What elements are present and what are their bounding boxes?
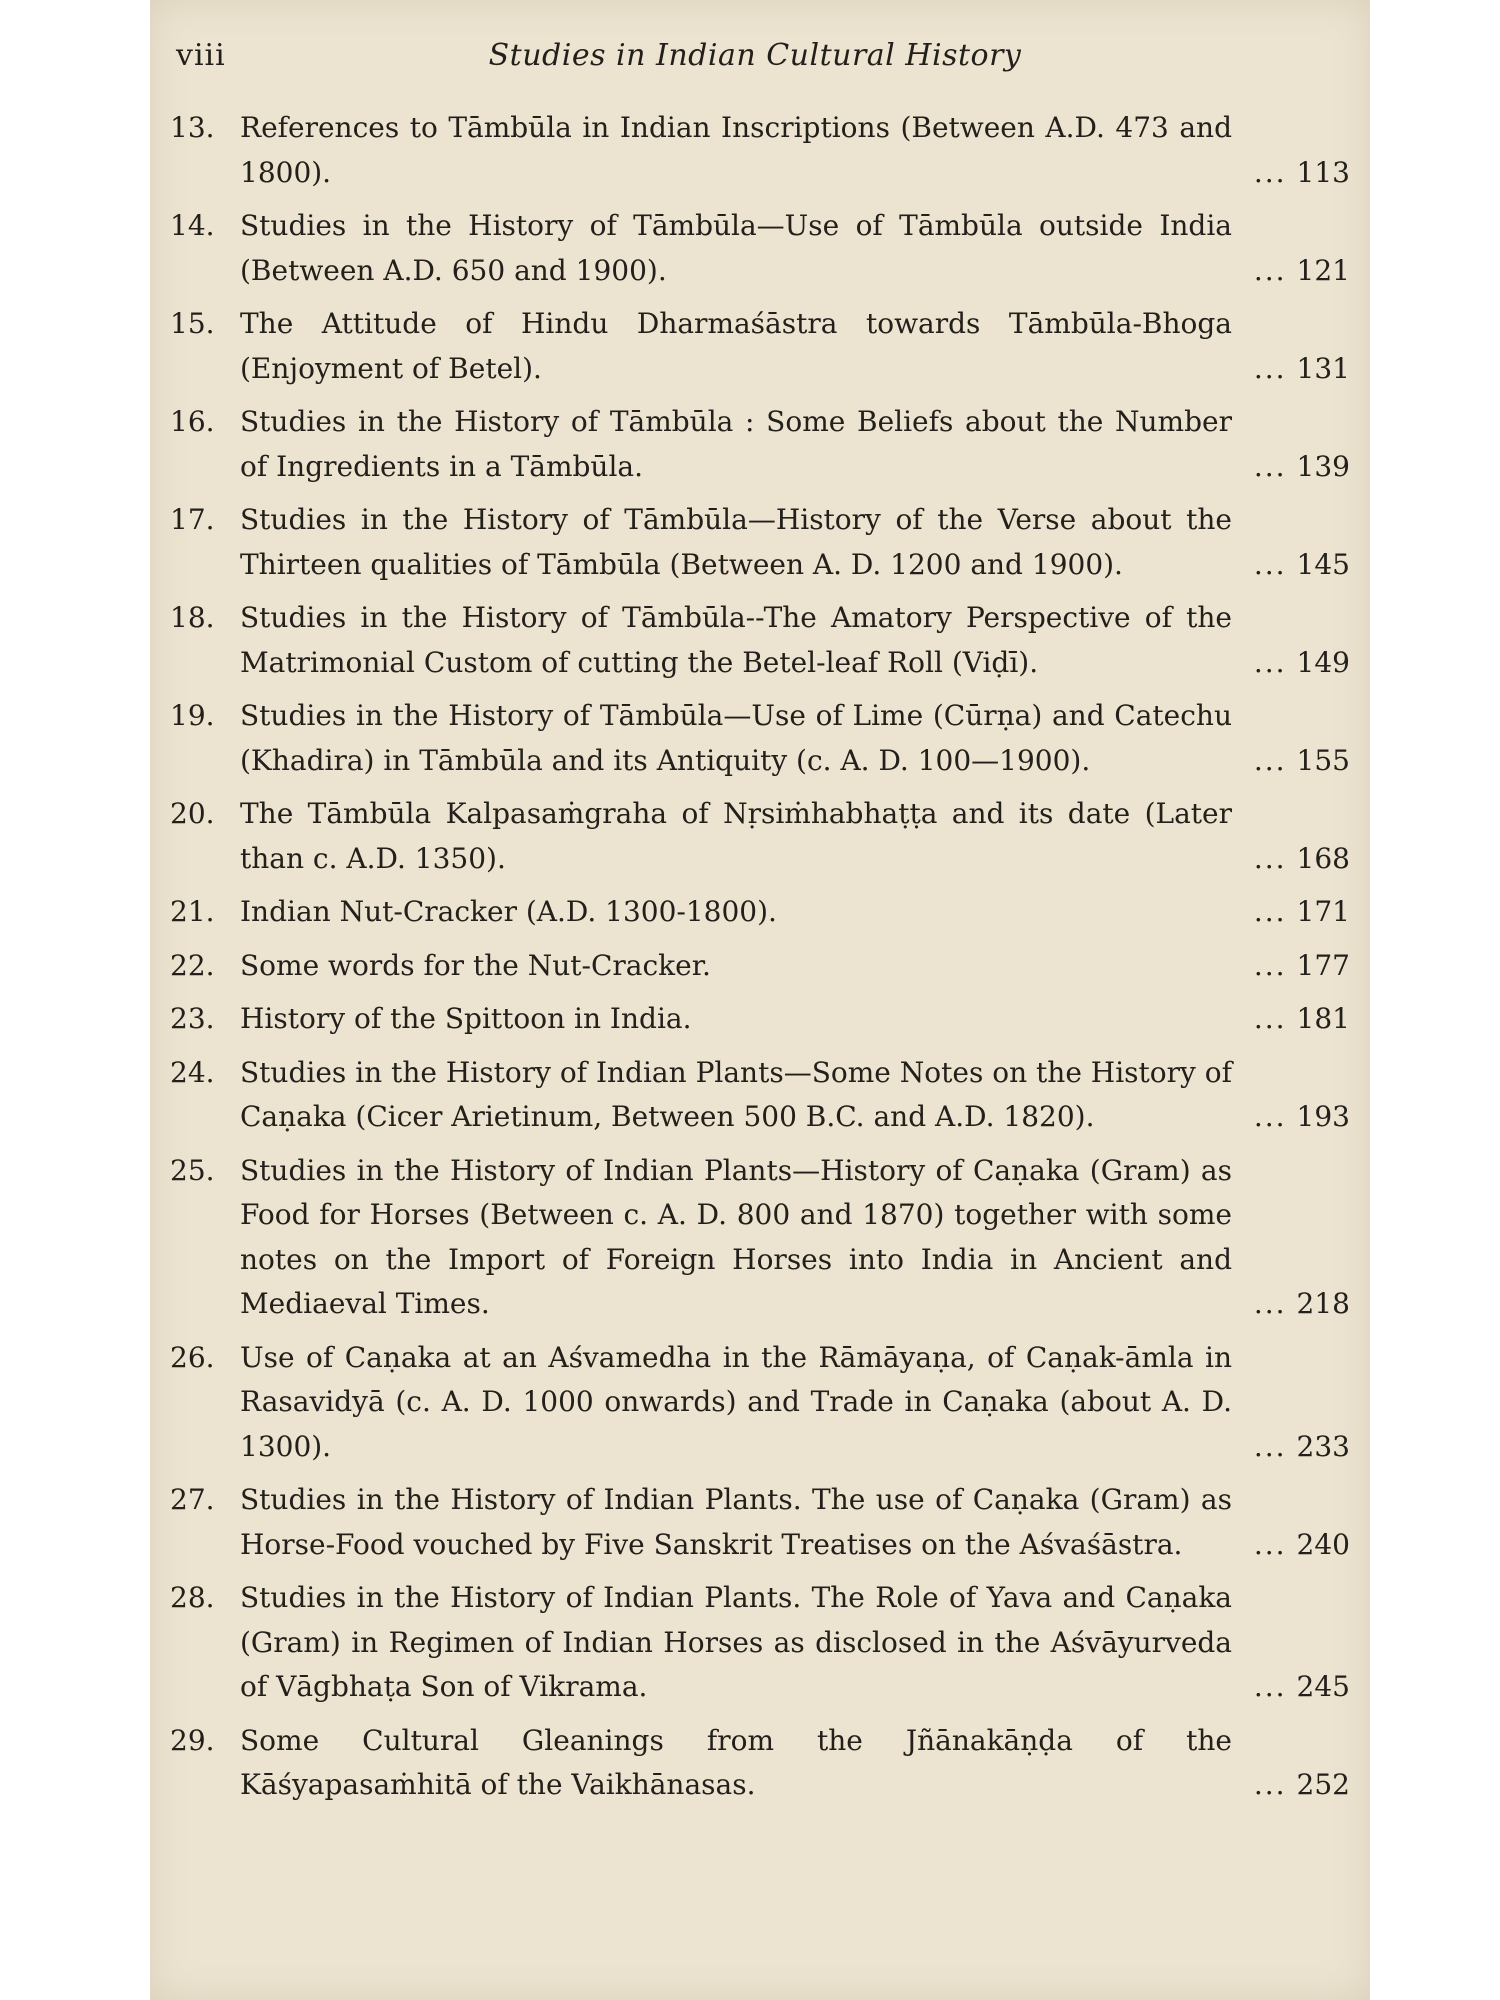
toc-entry-page: 245 xyxy=(1296,1670,1350,1703)
toc-entry-number: 18. xyxy=(170,601,215,634)
toc-entry xyxy=(170,997,1350,1042)
toc-entry-page-ref xyxy=(1254,837,1350,882)
toc-entry-title: The Tāmbūla Kalpasaṁgraha of Nṛsiṁhabhaṭṭa and its date (Later than c. A.D. 1350). xyxy=(240,797,1232,875)
toc-entry xyxy=(170,944,1350,989)
toc-entry-number: 24. xyxy=(170,1055,215,1089)
toc-entry-page: 177 xyxy=(1296,948,1350,982)
running-head xyxy=(176,30,1334,80)
toc-entry-page: 168 xyxy=(1296,841,1350,875)
toc-entry xyxy=(170,106,1350,195)
toc-entry-page-ref xyxy=(1254,543,1350,588)
toc-entry-number: 13. xyxy=(170,111,215,144)
toc-entry-title: Some words for the Nut-Cracker. xyxy=(240,948,711,982)
table-of-contents xyxy=(170,106,1350,1817)
toc-entry-page: 240 xyxy=(1296,1527,1350,1561)
toc-entry-page: 139 xyxy=(1296,449,1350,483)
toc-entry-title: The Attitude of Hindu Dharmaśāstra towards Tāmbūla-Bhoga (Enjoyment of Betel). xyxy=(240,307,1232,385)
toc-entry-page-ref xyxy=(1254,641,1350,686)
page-number: viii xyxy=(176,38,226,73)
book-title: Studies in Indian Cultural History xyxy=(488,38,1022,73)
toc-entry-number: 22. xyxy=(170,948,215,982)
toc-entry xyxy=(170,694,1350,783)
toc-entry-page: 121 xyxy=(1296,253,1350,287)
toc-entry-page: 145 xyxy=(1296,547,1350,581)
dot-leader: ... xyxy=(1253,1429,1287,1463)
toc-entry-page-ref xyxy=(1254,347,1350,392)
dot-leader: ... xyxy=(1253,1287,1287,1320)
toc-entry-page-ref xyxy=(1254,739,1350,784)
dot-leader: ... xyxy=(1253,155,1287,189)
toc-entry-page: 193 xyxy=(1296,1100,1350,1133)
toc-entry-page: 113 xyxy=(1296,155,1350,189)
toc-entry xyxy=(170,1576,1350,1710)
toc-entry-page: 131 xyxy=(1296,351,1350,385)
toc-entry-page-ref xyxy=(1254,445,1350,490)
toc-entry-title: References to Tāmbūla in Indian Inscriptions (Between A.D. 473 and 1800). xyxy=(240,111,1232,189)
toc-entry-number: 23. xyxy=(170,1002,215,1035)
toc-entry xyxy=(170,596,1350,685)
toc-entry-number: 19. xyxy=(170,699,215,732)
toc-entry-page-ref xyxy=(1254,151,1350,196)
dot-leader: ... xyxy=(1253,253,1287,287)
toc-entry-number: 25. xyxy=(170,1153,215,1187)
dot-leader: ... xyxy=(1253,1002,1287,1035)
toc-entry-title: Studies in the History of Indian Plants—Some Notes on the History of Caṇaka (Cicer Arietinum, Between 500 B.C. and A.D. 1820). xyxy=(240,1055,1232,1133)
toc-entry-title: Some Cultural Gleanings from the Jñānakāṇḍa of the Kāśyapasaṁhitā of the Vaikhānasas. xyxy=(240,1723,1232,1801)
toc-entry-page-ref xyxy=(1254,1523,1350,1568)
toc-entry-page-ref xyxy=(1254,249,1350,294)
toc-entry-number: 26. xyxy=(170,1340,215,1374)
toc-entry-page: 218 xyxy=(1296,1287,1350,1320)
toc-entry-title: Indian Nut-Cracker (A.D. 1300-1800). xyxy=(240,895,777,928)
toc-entry-number: 14. xyxy=(170,209,215,242)
toc-entry-number: 29. xyxy=(170,1723,215,1757)
toc-entry-page: 171 xyxy=(1296,895,1350,928)
dot-leader: ... xyxy=(1253,1768,1287,1801)
toc-entry-number: 16. xyxy=(170,405,215,438)
toc-entry xyxy=(170,498,1350,587)
toc-entry-title: Studies in the History of Tāmbūla—Use of Lime (Cūrṇa) and Catechu (Khadira) in Tāmbūla and its Antiquity (c. A. D. 100—1900). xyxy=(240,699,1232,777)
toc-entry xyxy=(170,1336,1350,1470)
dot-leader: ... xyxy=(1253,841,1287,875)
toc-entry-page-ref xyxy=(1254,1665,1350,1710)
toc-entry xyxy=(170,1051,1350,1140)
toc-entry-number: 28. xyxy=(170,1581,215,1614)
toc-entry-page: 252 xyxy=(1296,1768,1350,1801)
toc-entry-number: 20. xyxy=(170,797,215,830)
book-page xyxy=(150,0,1370,2000)
toc-entry-page-ref xyxy=(1254,1763,1350,1808)
toc-entry-title: Studies in the History of Indian Plants. The Role of Yava and Caṇaka (Gram) in Regimen of Indian Horses as disclosed in the Aśvāyurveda of Vāgbhaṭa Son of Vikrama. xyxy=(240,1581,1232,1703)
toc-entry-number: 15. xyxy=(170,307,215,340)
toc-entry-title: Studies in the History of Tāmbūla--The Amatory Perspective of the Matrimonial Custom of cutting the Betel-leaf Roll (Viḍī). xyxy=(240,601,1232,679)
dot-leader: ... xyxy=(1253,743,1287,777)
toc-entry xyxy=(170,1719,1350,1808)
toc-entry-title: History of the Spittoon in India. xyxy=(240,1002,692,1035)
toc-entry-page-ref xyxy=(1254,1095,1350,1140)
toc-entry-title: Studies in the History of Indian Plants—History of Caṇaka (Gram) as Food for Horses (Between c. A. D. 800 and 1870) together with some notes on the Import of Foreign Horses into India in Ancient and Mediaeval Times. xyxy=(240,1153,1232,1320)
toc-entry-title: Studies in the History of Tāmbūla : Some Beliefs about the Number of Ingredients in a Tāmbūla. xyxy=(240,405,1232,483)
dot-leader: ... xyxy=(1253,351,1287,385)
toc-entry-page: 181 xyxy=(1296,1002,1350,1035)
toc-entry-number: 17. xyxy=(170,503,215,536)
toc-entry-number: 27. xyxy=(170,1483,215,1516)
toc-entry xyxy=(170,792,1350,881)
dot-leader: ... xyxy=(1253,547,1287,581)
toc-entry xyxy=(170,400,1350,489)
toc-entry-page-ref xyxy=(1254,890,1350,935)
dot-leader: ... xyxy=(1253,1527,1287,1561)
dot-leader: ... xyxy=(1253,449,1287,483)
dot-leader: ... xyxy=(1253,1100,1287,1133)
toc-entry-page-ref xyxy=(1254,1425,1350,1470)
toc-entry xyxy=(170,890,1350,935)
toc-entry-number: 21. xyxy=(170,895,215,928)
dot-leader: ... xyxy=(1253,1670,1287,1703)
toc-entry-title: Studies in the History of Tāmbūla—Use of Tāmbūla outside India (Between A.D. 650 and 1900). xyxy=(240,209,1232,287)
toc-entry-title: Studies in the History of Indian Plants. The use of Caṇaka (Gram) as Horse-Food vouched by Five Sanskrit Treatises on the Aśvaśāstra. xyxy=(240,1483,1232,1561)
toc-entry xyxy=(170,204,1350,293)
toc-entry-page: 155 xyxy=(1296,743,1350,777)
toc-entry-page-ref xyxy=(1254,944,1350,989)
dot-leader: ... xyxy=(1253,948,1287,982)
toc-entry-page: 233 xyxy=(1296,1429,1350,1463)
toc-entry-title: Use of Caṇaka at an Aśvamedha in the Rāmāyaṇa, of Caṇak-āmla in Rasavidyā (c. A. D. 1000 onwards) and Trade in Caṇaka (about A. D. 1300). xyxy=(240,1340,1232,1463)
dot-leader: ... xyxy=(1253,645,1287,679)
toc-entry-page: 149 xyxy=(1296,645,1350,679)
toc-entry-page-ref xyxy=(1254,997,1350,1042)
toc-entry xyxy=(170,1149,1350,1327)
toc-entry-title: Studies in the History of Tāmbūla—History of the Verse about the Thirteen qualities of Tāmbūla (Between A. D. 1200 and 1900). xyxy=(240,503,1232,581)
toc-entry xyxy=(170,302,1350,391)
toc-entry xyxy=(170,1478,1350,1567)
dot-leader: ... xyxy=(1253,895,1287,928)
toc-entry-page-ref xyxy=(1254,1282,1350,1327)
